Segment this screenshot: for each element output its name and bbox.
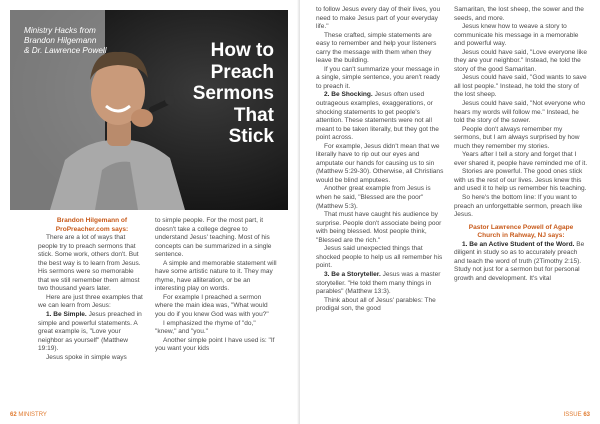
point-heading: 3. Be a Storyteller. xyxy=(324,270,381,278)
title-line: Sermons xyxy=(192,83,274,104)
paragraph: to simple people. For the most part, it doesn't take a college degree to understand Jesus' teaching. Most of his concepts can be summarized in a single sentence. xyxy=(155,217,272,259)
left-column-1 xyxy=(38,217,146,362)
right-column-1 xyxy=(316,6,444,314)
paragraph: Jesus could have said, "God wants to save all lost people." Instead, he told the story of the lost sheep. xyxy=(454,74,587,99)
article-title xyxy=(164,40,274,148)
folio-right xyxy=(564,412,590,418)
paragraph: If you can't summarize your message in a single, simple sentence, you aren't ready to preach it. xyxy=(316,65,440,90)
folio-left xyxy=(10,412,47,418)
paragraph: Another great example from Jesus is when he said, "Blessed are the poor" (Matthew 5:3). xyxy=(316,185,431,210)
paragraph: Jesus said unexpected things that shocked people to help us all remember his point. xyxy=(316,245,443,270)
paragraph xyxy=(454,241,588,284)
left-page xyxy=(0,0,298,424)
title-line: Preach xyxy=(210,61,274,83)
paragraph: to follow Jesus every day of their lives, you need to make Jesus part of your everyday life." xyxy=(316,6,441,31)
right-column-2 xyxy=(454,6,588,284)
paragraph: Stories are powerful. The good ones stick with us the rest of our lives. Jesus knew this and used it to help us remember his teaching. xyxy=(454,168,587,193)
paragraph: Samaritan, the lost sheep, the sower and the seeds, and more. xyxy=(454,6,584,22)
page-number: 62 xyxy=(10,412,17,418)
paragraph: Years after I tell a story and forget that I ever shared it, people have reminded me of it. xyxy=(454,151,588,167)
paragraph: Jesus spoke in simple ways xyxy=(46,353,127,361)
paragraph: For example, Jesus didn't mean that we literally have to rip out our eyes and amputate our hands for causing us to sin (Matthew 5:29-30). Otherwise, all Christians would be blind amputees. xyxy=(316,142,444,184)
hero-credit xyxy=(24,26,144,56)
credit-line-3: & Dr. Lawrence Powell xyxy=(24,46,107,55)
paragraph: For example I preached a sermon where the main idea was, "What would you do if you knew God was with you?" xyxy=(155,293,269,319)
paragraph: Think about all of Jesus' parables: The prodigal son, the good xyxy=(316,296,436,313)
title-line: Stick xyxy=(228,126,274,147)
paragraph: Another simple point I have used is: "If you want your kids xyxy=(155,336,275,353)
paragraph: Here are just three examples that we can learn from Jesus: xyxy=(38,293,143,310)
title-line: That xyxy=(233,104,274,126)
point-heading: 1. Be Simple. xyxy=(46,311,87,319)
paragraph xyxy=(316,91,444,142)
paragraph: I emphasized the rhyme of "do," "knew," and "you." xyxy=(155,319,256,336)
hero-photo xyxy=(10,10,288,210)
point-text: Jesus was a master storyteller. "He told them many things in parables" (Matthew 13:3). xyxy=(316,270,441,296)
point-text: Jesus preached in simple and powerful statements. A great example is, "Love your neighbor as yourself" (Matthew 19:19). xyxy=(38,311,142,353)
paragraph xyxy=(316,271,444,297)
author-byline: Pastor Lawrence Powell of Agape xyxy=(468,223,574,231)
right-page xyxy=(300,0,600,424)
page-number: 63 xyxy=(583,412,590,418)
paragraph: A simple and memorable statement will have some artistic nature to it. They may rhyme, have alliteration, or be an interesting play on words. xyxy=(155,259,277,293)
author-byline: Brandon Hilgemann of xyxy=(56,217,128,224)
point-text: Be diligent in study so as to accurately preach and teach the word of truth (2Timothy 2:15). Study not just for a sermon but for personal growth and development. It's vital xyxy=(454,240,585,282)
paragraph: That must have caught his audience by surprise. People don't associate being poor with being blessed. Most people think, "Blessed are the rich." xyxy=(316,211,442,244)
credit-line-1: Ministry Hacks from xyxy=(24,26,96,35)
left-column-2 xyxy=(155,217,277,354)
paragraph xyxy=(38,311,146,354)
paragraph: These crafted, simple statements are easy to remember and help your listeners carry the message with them when they leave the building. xyxy=(316,31,437,65)
paragraph: So here's the bottom line: If you want to preach an unforgettable sermon, preach like Jesus. xyxy=(454,194,583,219)
paragraph: Jesus could have said, "Not everyone who hears my words will follow me." Instead, he told the story of the sower. xyxy=(454,100,586,125)
author-byline: Church in Rahway, NJ says: xyxy=(477,232,565,240)
paragraph: Jesus could have said, "Love everyone like they are your neighbor." Instead, he told the story of the good Samaritan. xyxy=(454,48,587,73)
paragraph: People don't always remember my sermons, but I am always surprised by how much they remember my stories. xyxy=(454,125,580,150)
section-label: ISSUE xyxy=(563,412,582,418)
author-byline: ProPreacher.com says: xyxy=(55,225,129,233)
point-text: Jesus often used outrageous examples, exaggerations, or shocking statements to get people's attention. These statements were not all meant to be taken literally, but they got the point across. xyxy=(316,91,439,142)
credit-line-2: Brandon Hilgemann xyxy=(24,36,97,45)
point-heading: 2. Be Shocking. xyxy=(324,91,373,99)
section-label: MINISTRY xyxy=(18,412,47,418)
title-line: How to xyxy=(210,40,274,61)
paragraph: Jesus knew how to weave a story to communicate his message in a memorable and powerful way. xyxy=(454,23,579,48)
paragraph: There are a lot of ways that people try to preach sermons that stick. Some work, others don't. But the best way is to learn from Jesus. His sermons were so memorable that we still remember them almost two thousand years later. xyxy=(38,234,141,293)
point-heading: 1. Be an Active Student of the Word. xyxy=(462,240,575,248)
